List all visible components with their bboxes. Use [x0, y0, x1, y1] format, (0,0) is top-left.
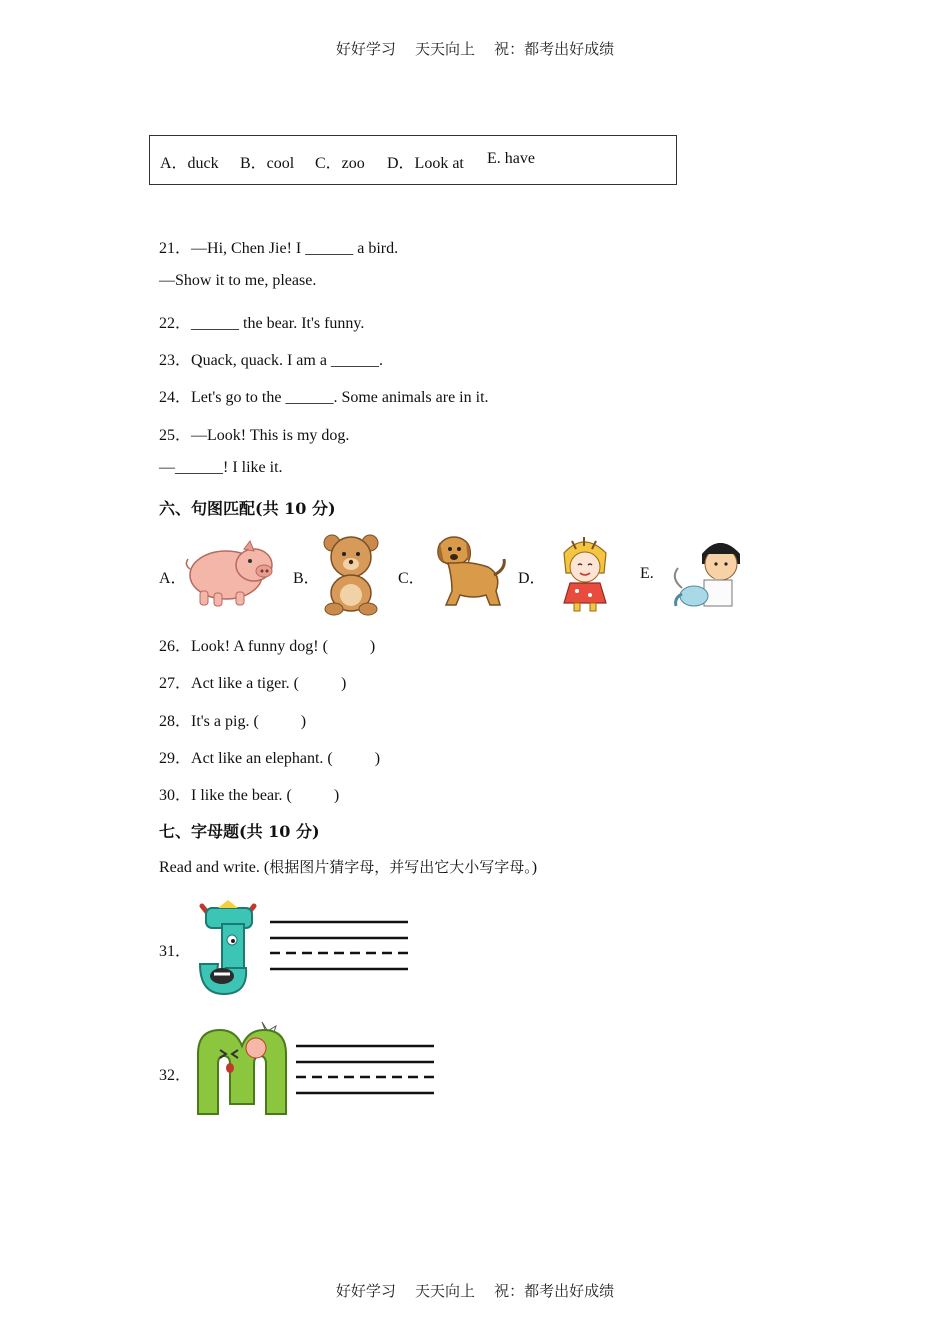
- question-number: 23．: [159, 352, 192, 369]
- page-footer: 好好学习 天天向上 祝：都考出好成绩: [335, 1282, 615, 1300]
- question-number: 27．: [159, 675, 192, 692]
- question-32-number: 32．: [159, 1067, 192, 1084]
- bear-icon: [320, 533, 382, 617]
- question-21-continuation: —Show it to me, please.: [159, 272, 317, 289]
- close-paren: ): [333, 787, 340, 804]
- writing-lines-31[interactable]: [270, 918, 412, 974]
- question-text: Act like an elephant. (: [191, 750, 333, 767]
- question-25: [159, 422, 349, 445]
- question-number: 21．: [159, 240, 192, 257]
- tiger-kid-icon: [550, 533, 620, 613]
- letter-m-monster-icon: [192, 1020, 292, 1120]
- instruction-close: ): [531, 859, 538, 876]
- question-30: [159, 782, 339, 805]
- question-number: 24．: [159, 389, 192, 406]
- picture-label-c: C．: [398, 570, 425, 587]
- close-paren: ): [300, 713, 307, 730]
- word-option-c: C．zoo: [315, 155, 365, 172]
- picture-label-b: B．: [293, 570, 320, 587]
- question-27: [159, 670, 346, 693]
- question-number: 22．: [159, 315, 192, 332]
- dog-icon: [432, 531, 508, 611]
- question-22: [159, 310, 364, 333]
- section-7-instruction: [159, 856, 537, 877]
- writing-lines-32[interactable]: [296, 1042, 438, 1098]
- question-number: 25．: [159, 427, 192, 444]
- page-header: 好好学习 天天向上 祝：都考出好成绩: [335, 40, 615, 58]
- close-paren: ): [369, 638, 376, 655]
- word-option-e: E. have: [487, 150, 535, 167]
- question-text: Let's go to the ______. Some animals are in it.: [191, 389, 489, 406]
- section-7-title: 七、字母题(共 10 分): [159, 822, 320, 841]
- word-option-d: D．Look at: [387, 155, 464, 172]
- question-number: 30．: [159, 787, 192, 804]
- boy-elephant-icon: [668, 536, 742, 612]
- question-text: —Look! This is my dog.: [191, 427, 350, 444]
- question-text: Act like a tiger. (: [191, 675, 299, 692]
- question-text: —Hi, Chen Jie! I ______ a bird.: [191, 240, 399, 257]
- question-number: 29．: [159, 750, 192, 767]
- picture-label-e: E.: [640, 565, 654, 582]
- question-24: [159, 384, 489, 407]
- picture-label-d: D．: [518, 570, 546, 587]
- picture-label-a: A．: [159, 570, 187, 587]
- close-paren: ): [374, 750, 381, 767]
- question-25-continuation: —______! I like it.: [159, 459, 283, 476]
- question-number: 28．: [159, 713, 192, 730]
- pig-icon: [184, 535, 278, 609]
- section-6-title: 六、句图匹配(共 10 分): [159, 499, 336, 518]
- question-text: It's a pig. (: [191, 713, 259, 730]
- word-bank-box: [149, 135, 677, 185]
- letter-j-monster-icon: [192, 896, 264, 998]
- close-paren: ): [340, 675, 347, 692]
- instruction-en: Read and write. (: [159, 859, 270, 876]
- question-26: [159, 633, 375, 656]
- question-text: ______ the bear. It's funny.: [191, 315, 365, 332]
- question-29: [159, 745, 380, 768]
- question-text: Look! A funny dog! (: [191, 638, 328, 655]
- question-text: I like the bear. (: [191, 787, 292, 804]
- question-31-number: 31．: [159, 943, 192, 960]
- question-21: [159, 235, 398, 258]
- instruction-cn: 根据图片猜字母，并写出它大小写字母。: [269, 858, 532, 876]
- word-option-b: B．cool: [240, 155, 295, 172]
- question-number: 26．: [159, 638, 192, 655]
- word-option-a: A．duck: [160, 155, 219, 172]
- question-text: Quack, quack. I am a ______.: [191, 352, 383, 369]
- question-23: [159, 347, 383, 370]
- question-28: [159, 708, 306, 731]
